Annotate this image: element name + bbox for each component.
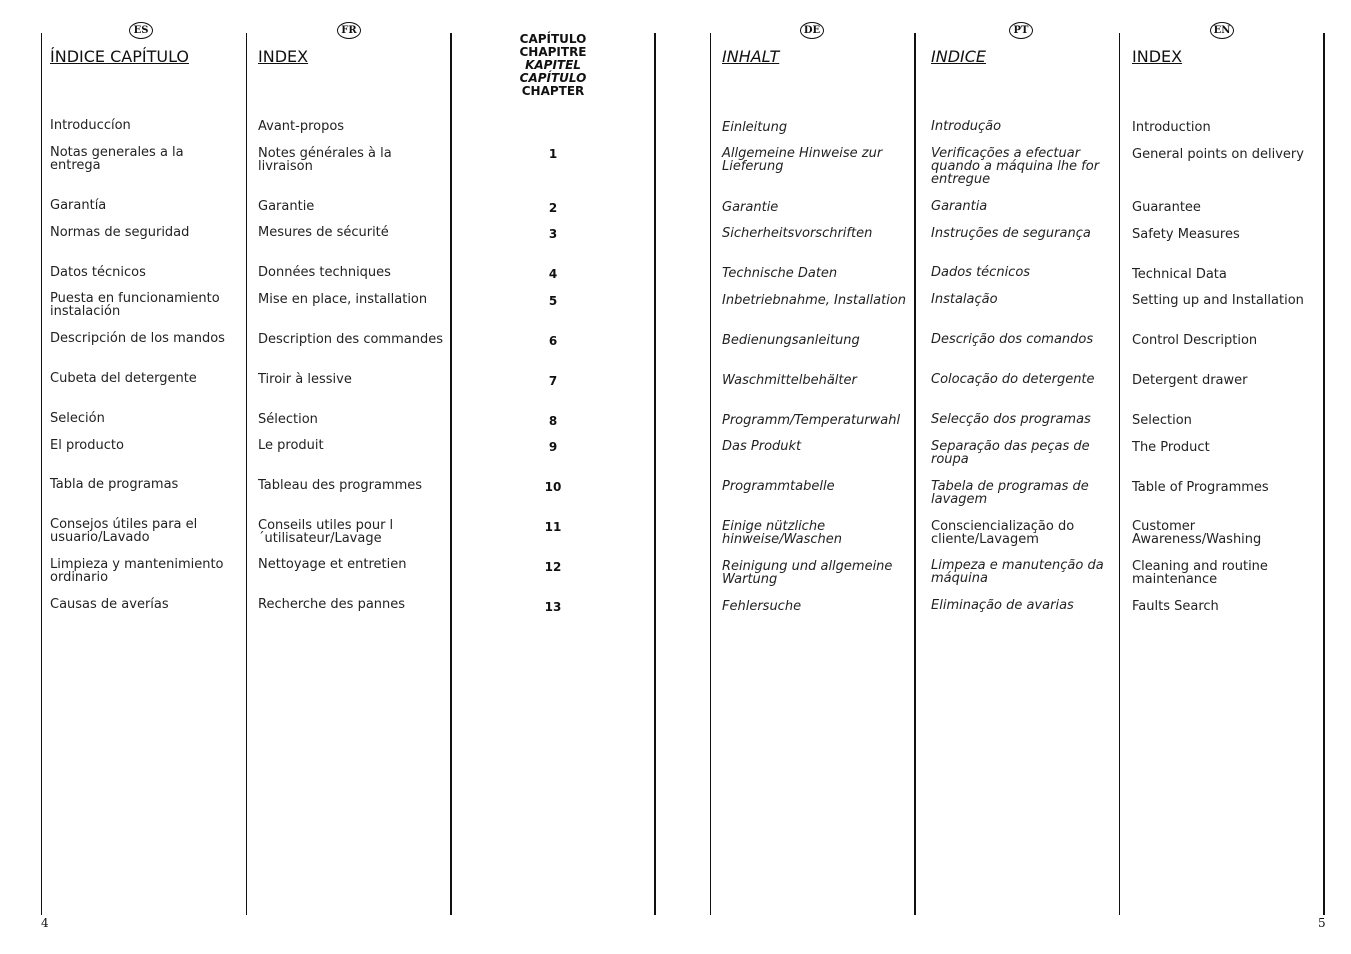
column-rule [41,33,42,915]
toc-entry-de: Einige nützliche hinweise/Waschen [722,519,842,547]
toc-entry-pt: Consciencialização do cliente/Lavagem [931,519,1075,547]
language-badge-es: ES [129,22,153,39]
toc-entry-es: El producto [50,438,124,453]
toc-entry-fr: Notes générales à la livraison [258,146,392,174]
toc-entry-es: Datos técnicos [50,265,146,280]
toc-entry-en: Guarantee [1132,200,1201,215]
toc-entry-en: Introduction [1132,120,1211,135]
heading-pt: INDICE [931,47,987,66]
toc-entry-de: Programm/Temperaturwahl [722,413,901,428]
toc-entry-de: Bedienungsanleitung [722,333,860,348]
chapter-header-de: KAPITEL [525,58,581,72]
column-rule [654,33,656,915]
chapter-header-es: CAPÍTULO [519,32,587,46]
toc-entry-es: Seleción [50,411,105,426]
toc-entry-pt: Introdução [931,119,1002,134]
chapter-number: 8 [548,414,558,428]
toc-entry-es: Tabla de programas [50,477,179,492]
toc-entry-es: Descripción de los mandos [50,331,225,346]
toc-entry-de: Einleitung [722,120,788,135]
language-badge-en: EN [1210,22,1234,39]
toc-entry-es: Puesta en funcionamiento instalación [50,291,220,319]
page-number-left: 4 [41,916,49,930]
chapter-number: 5 [548,294,558,308]
column-rule [450,33,452,915]
chapter-number: 7 [548,374,558,388]
toc-entry-pt: Tabela de programas de lavagem [931,479,1089,507]
toc-entry-fr: Avant-propos [258,119,345,134]
toc-entry-de: Programmtabelle [722,479,835,494]
toc-entry-fr: Recherche des pannes [258,597,406,612]
toc-entry-fr: Mise en place, installation [258,292,428,307]
heading-de: INHALT [722,47,780,66]
toc-entry-es: Introduccíon [50,118,131,133]
column-rule [246,33,247,915]
toc-entry-es: Consejos útiles para el usuario/Lavado [50,517,198,545]
language-badge-pt: PT [1009,22,1033,39]
toc-entry-en: Safety Measures [1132,227,1240,242]
toc-entry-es: Garantía [50,198,107,213]
toc-entry-en: General points on delivery [1132,147,1304,162]
chapter-number: 12 [544,560,562,574]
column-rule [1119,33,1120,915]
toc-entry-pt: Instruções de segurança [931,226,1091,241]
chapter-number: 11 [544,520,562,534]
toc-entry-pt: Dados técnicos [931,265,1031,280]
heading-es: ÍNDICE CAPÍTULO [50,47,189,66]
heading-fr: INDEX [258,47,309,66]
toc-entry-es: Cubeta del detergente [50,371,197,386]
toc-entry-es: Causas de averías [50,597,169,612]
page-number-right: 5 [1318,916,1326,930]
toc-entry-es: Limpieza y mantenimiento ordinario [50,557,224,585]
toc-entry-en: Technical Data [1132,267,1227,282]
toc-entry-en: Faults Search [1132,599,1219,614]
toc-entry-fr: Mesures de sécurité [258,225,389,240]
toc-entry-pt: Eliminação de avarias [931,598,1074,613]
chapter-number: 10 [544,480,562,494]
chapter-number: 13 [544,600,562,614]
toc-entry-fr: Sélection [258,412,318,427]
language-badge-de: DE [800,22,824,39]
toc-entry-fr: Conseils utiles pour l´utilisateur/Lavage [258,518,394,546]
chapter-header-fr: CHAPITRE [519,45,587,59]
toc-entry-de: Reinigung und allgemeine Wartung [722,559,893,587]
toc-entry-pt: Garantia [931,199,988,214]
toc-entry-en: Setting up and Installation [1132,293,1304,308]
toc-entry-pt: Selecção dos programas [931,412,1091,427]
chapter-number: 4 [548,267,558,281]
toc-entry-de: Sicherheitsvorschriften [722,226,873,241]
toc-entry-de: Waschmittelbehälter [722,373,857,388]
toc-entry-fr: Garantie [258,199,315,214]
toc-entry-fr: Description des commandes [258,332,443,347]
chapter-number: 1 [548,147,558,161]
toc-entry-de: Fehlersuche [722,599,802,614]
chapter-number: 6 [548,334,558,348]
column-rule [1323,33,1325,915]
toc-entry-de: Garantie [722,200,779,215]
toc-entry-fr: Tiroir à lessive [258,372,352,387]
toc-entry-pt: Verificações a efectuar quando a máquina lhe for entregue [931,146,1100,187]
toc-entry-de: Das Produkt [722,439,802,454]
toc-entry-en: Control Description [1132,333,1258,348]
heading-en: INDEX [1132,47,1183,66]
toc-entry-es: Notas generales a la entrega [50,145,184,173]
toc-entry-es: Normas de seguridad [50,225,190,240]
toc-entry-pt: Separação das peças de roupa [931,439,1090,467]
language-badge-fr: FR [337,22,361,39]
toc-entry-de: Technische Daten [722,266,838,281]
toc-entry-fr: Données techniques [258,265,391,280]
chapter-number: 3 [548,227,558,241]
toc-entry-en: The Product [1132,440,1210,455]
chapter-number: 9 [548,440,558,454]
chapter-header-pt: CAPÍTULO [519,71,587,85]
toc-entry-fr: Le produit [258,438,324,453]
toc-entry-en: Cleaning and routine maintenance [1132,559,1268,587]
toc-entry-en: Customer Awareness/Washing [1132,519,1262,547]
toc-entry-de: Allgemeine Hinweise zur Lieferung [722,146,883,174]
toc-entry-fr: Nettoyage et entretien [258,557,407,572]
column-rule [914,33,916,915]
toc-entry-en: Detergent drawer [1132,373,1248,388]
toc-entry-en: Table of Programmes [1132,480,1269,495]
toc-entry-pt: Colocação do detergente [931,372,1095,387]
chapter-column-header [510,33,596,98]
chapter-number: 2 [548,201,558,215]
toc-entry-pt: Descrição dos comandos [931,332,1094,347]
chapter-header-en: CHAPTER [521,84,585,98]
toc-entry-en: Selection [1132,413,1192,428]
toc-entry-pt: Limpeza e manutenção da máquina [931,558,1104,586]
column-rule [710,33,711,915]
toc-entry-fr: Tableau des programmes [258,478,423,493]
toc-entry-pt: Instalação [931,292,998,307]
toc-entry-de: Inbetriebnahme, Installation [722,293,906,308]
